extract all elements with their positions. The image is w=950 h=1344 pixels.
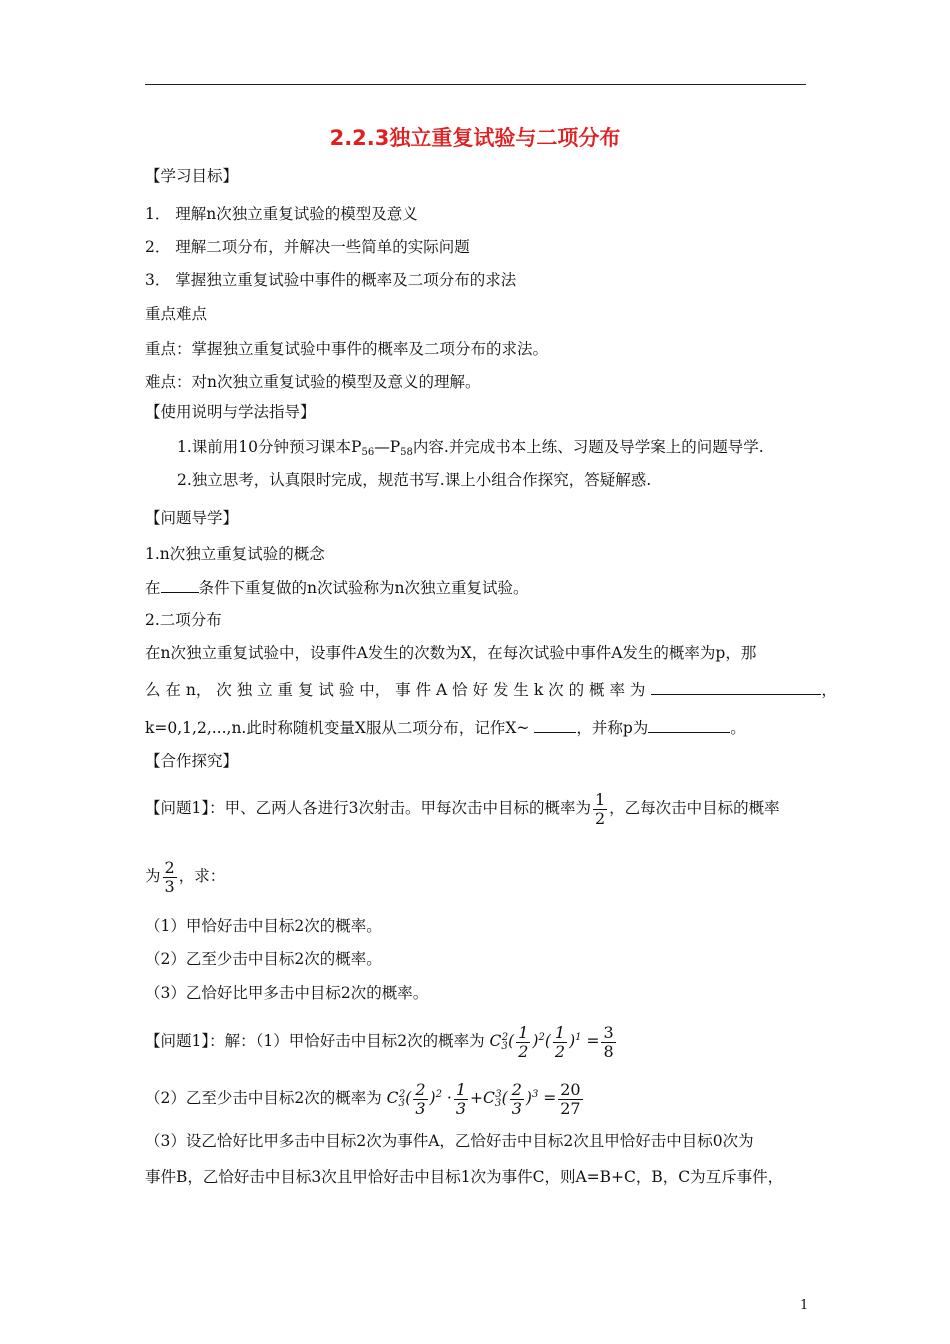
- guide-1-text: [145, 576, 528, 599]
- fraction-two-thirds: [163, 859, 177, 896]
- guide-2-line-3-a: k=0,1,2,...,n.此时称随机变量X服从二项分布，记作X~: [145, 719, 535, 737]
- answer-1-part-1: [145, 1018, 618, 1067]
- goal-2: 2． 理解二项分布，并解决一些简单的实际问题: [145, 238, 470, 256]
- guide-1: 1.n次独立重复试验的概念: [145, 545, 325, 563]
- usage-heading: 【使用说明与学法指导】: [145, 403, 316, 421]
- header-rule: [145, 84, 806, 85]
- frac-num: 20: [560, 1079, 581, 1099]
- answer-1-part-2: [145, 1075, 585, 1124]
- frac-den: 27: [560, 1098, 581, 1118]
- problem-1-line-1: [145, 788, 780, 828]
- usage-2: 2.独立思考，认真限时完成，规范书写.课上小组合作探究，答疑解惑.: [177, 471, 652, 489]
- usage-1-sub-56: 56: [361, 447, 375, 458]
- guide-1-text-b: 条件下重复做的n次试验称为n次独立重复试验。: [198, 579, 529, 597]
- usage-1-dash: —P: [374, 438, 401, 456]
- blank-notation: [534, 716, 576, 733]
- difficulty-point: 难点：对n次独立重复试验的模型及意义的理解。: [145, 373, 481, 391]
- usage-1-b: 内容.并完成书本上练、习题及导学案上的问题导学.: [412, 438, 764, 456]
- answer-1-text: 【问题1】：解：（1）甲恰好击中目标2次的概率为: [145, 1032, 485, 1051]
- key-heading: 重点难点: [145, 305, 208, 323]
- answer-1-part-3-line-1: （3）设乙恰好比甲多击中目标2次为事件A，乙恰好击中目标2次且甲恰好击中目标0次为: [145, 1132, 754, 1150]
- answer-2-text: （2）乙至少击中目标2次的概率为: [145, 1089, 382, 1108]
- frac-num: 3: [603, 1022, 614, 1042]
- problem-1-part-2: （2）乙至少击中目标2次的概率。: [145, 950, 382, 968]
- guide-2-line-3-b: ，并称p为: [576, 719, 649, 737]
- goal-3: 3． 掌握独立重复试验中事件的概率及二项分布的求法: [145, 271, 517, 289]
- problem-1-part-3: （3）乙恰好比甲多击中目标2次的概率。: [145, 984, 429, 1002]
- blank-condition: [161, 576, 199, 593]
- usage-1-a: 1.课前用10分钟预习课本P: [177, 438, 362, 456]
- frac-den: 3: [164, 876, 175, 896]
- problem-1-line-2: [145, 856, 225, 896]
- goals-heading: 【学习目标】: [145, 167, 239, 185]
- guide-2-line-2: [145, 678, 837, 701]
- result-three-eighths: [601, 1024, 615, 1061]
- frac-den: 2: [594, 808, 606, 828]
- problem-1-a: 【问题1】：甲、乙两人各进行3次射击。甲每次击中目标的概率为: [145, 799, 591, 817]
- problem-1-b: ，乙每次击中目标的概率: [609, 799, 780, 817]
- guide-2-line-2-text: 么 在 n， 次 独 立 重 复 试 验 中， 事 件 A 恰 好 发 生 k 次 的 概 率 为: [145, 681, 646, 699]
- goal-1: 1． 理解n次独立重复试验的模型及意义: [145, 205, 418, 223]
- guide-heading: 【问题导学】: [145, 509, 239, 527]
- problem-1-c: 为: [145, 867, 161, 885]
- coop-heading: 【合作探究】: [145, 752, 239, 770]
- guide-2: 2.二项分布: [145, 611, 222, 629]
- page-number: 1: [800, 1298, 809, 1313]
- guide-2-line-2-end: ，: [821, 681, 837, 699]
- result-twenty-over-twenty-seven: [558, 1081, 582, 1118]
- blank-probability: [651, 678, 821, 695]
- formula-at-least-two: $C_3^2$( $\frac{2}{3}$ )$^2$ · $\frac{1}{3}$ $+C_3^3$( $\frac{2}{3}$ )$^3$ =: [386, 1079, 557, 1118]
- frac-num: 2: [164, 857, 175, 877]
- guide-2-line-3: [145, 716, 746, 739]
- key-point: 重点：掌握独立重复试验中事件的概率及二项分布的求法。: [145, 340, 549, 358]
- usage-1: [177, 436, 764, 464]
- guide-1-text-a: 在: [145, 579, 161, 597]
- guide-2-line-1: 在n次独立重复试验中，设事件A发生的次数为X，在每次试验中事件A发生的概率为p，那: [145, 644, 757, 662]
- formula-exactly-two: $C_3^2$( $\frac{1}{2}$ )$^2$( $\frac{1}{2}$ )$^1$ =: [489, 1022, 600, 1061]
- fraction-one-half: [593, 791, 607, 828]
- problem-1-d: ，求：: [178, 867, 226, 885]
- problem-1-part-1: （1）甲恰好击中目标2次的概率。: [145, 917, 382, 935]
- blank-p-name: [648, 716, 730, 733]
- frac-den: 8: [603, 1041, 614, 1061]
- page-title: 2.2.3独立重复试验与二项分布: [329, 126, 621, 150]
- answer-1-part-3-line-2: 事件B，乙恰好击中目标3次且甲恰好击中目标1次为事件C，则A=B+C，B，C为互斥事件，: [145, 1168, 784, 1186]
- guide-2-line-3-c: 。: [730, 719, 746, 737]
- usage-1-sub-58: 58: [400, 447, 413, 458]
- frac-num: 1: [594, 789, 606, 809]
